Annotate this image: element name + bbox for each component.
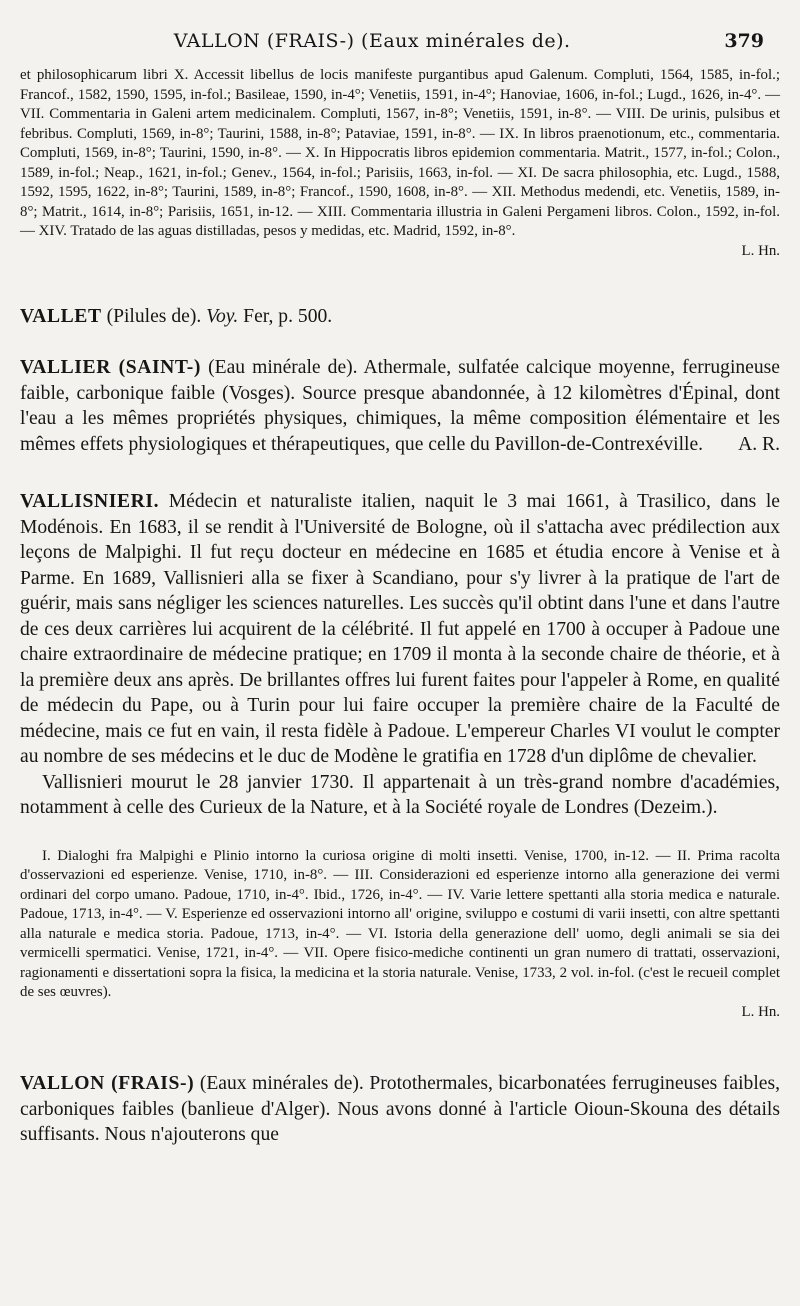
entry-text: (Eau minérale de). Athermale, sulfatée calcique moyenne, ferrugineuse faible, carbonique faible (Vosges). Source presque abandonnée, à 12 kilomètres d'Épinal, dont l'eau a les mêmes propriétés physiques, chimiques, la même composition élémentaire et les mêmes effets physiologiques et thérapeutiques, que celle du Pavillon-de-Contrexéville. (20, 357, 781, 455)
entry-vallon (20, 1071, 780, 1148)
entry-vallet (20, 304, 780, 330)
entry-text: Médecin et naturaliste italien, naquit le 3 mai 1661, à Trasilico, dans le Modénois. En 1683, il se rendit à l'Université de Bologne, où il s'attacha avec prédilection aux leçons de Malpighi. Il fut reçu docteur en médecine en 1685 et étudia encore à Venise et à Parme. En 1689, Vallisnieri alla se fixer à Scandiano, pour s'y livrer à la pratique de l'art de guérir, mais sans négliger les sciences naturelles. Les succès qu'il obtint dans l'une et dans l'autre de ces deux carrières lui acquirent de la célébrité. Il fut appelé en 1700 à occuper à Padoue une chaire extraordinaire de médecine pratique; en 1709 il monta à la seconde chaire de théorie, et à la première deux ans après. De brillantes offres lui furent faites pour l'appeler à Rome, en qualité de médecin du Pape, ou à Turin pour lui faire occuper la première chaire de la Faculté de médecine, mais ce fut en vain, il resta fidèle à Padoue. L'empereur Charles VI voulut le compter au nombre de ses médecins et le duc de Modène le gratifia en 1728 d'un diplôme de chevalier. (20, 491, 780, 768)
entry-paragraph: Vallisnieri mourut le 28 janvier 1730. Il appartenait à un très-grand nombre d'académies, notamment à celle des Curieux de la Nature, et à la Société royale de Londres (Dezeim.). (20, 771, 780, 819)
entry-heading: VALLIER (SAINT-) (20, 357, 202, 379)
page-header (20, 30, 764, 52)
entry-heading: VALLISNIERI. (20, 491, 160, 513)
entry-signature: L. Hn. (741, 1003, 780, 1020)
entry-bibliography: I. Dialoghi fra Malpighi e Plinio intorno la curiosa origine di molti insetti. Venise, 1700, in-12. — II. Prima racolta d'osservazioni ed esperienze. Venise, 1710, in-8°. — III. Considerazioni ed esperienze intorno alla generazione dei vermi ordinari del corpo umano. Padoue, 1710, in-4°. Ibid., 1726, in-4°. — IV. Varie lettere spettanti alla storia medica e naturale. Padoue, 1713, in-4°. — V. Esperienze ed osservazioni intorno all' origine, sviluppo e costumi di varii insetti, con altre spettanti alla naturale e medica storia. Padoue, 1713, in-4°. — VI. Istoria della generazione dell' uomo, degli animali se sia dei vermicelli spermatici. Venise, 1721, in-4°. — VII. Opere fisico-mediche continenti un gran numero di trattati, osservazioni, ragionamenti e dissertationi sopra la fisica, la medicina et la storia naturale. Venise, 1733, 2 vol. in-fol. (c'est le recueil complet de ses œuvres). (20, 847, 780, 1001)
page-number: 379 (724, 30, 764, 52)
entry-heading: VALLON (FRAIS-) (20, 1073, 195, 1095)
previous-entry-bibliography: et philosophicarum libri X. Accessit libellus de locis manifeste purgantibus apud Galenum. Compluti, 1564, 1585, in-fol.; Francof., 1582, 1590, 1595, in-fol.; Basileae, 1590, in-4°; Venetiis, 1591, in-4°; Hanoviae, 1606, in-fol.; Lugd., 1626, in-4°. — VII. Commentaria in Galeni artem medicinalem. Compluti, 1567, in-8°; Venetiis, 1591, in-8°. — VIII. De urinis, pulsibus et febribus. Compluti, 1569, in-8°; Taurini, 1588, in-8°; Pataviae, 1591, in-8°. — IX. In libros praenotionum, etc., commentaria. Compluti, 1569, in-8°; Taurini, 1590, in-8°. — X. In Hippocratis libros epidemion commentaria. Matrit., 1577, in-fol.; Colon., 1589, in-fol.; Neap., 1621, in-fol.; Genev., 1564, in-fol.; Parisiis, 1663, in-fol. — XI. De sacra philosophia, etc. Lugd., 1588, 1592, 1595, 1622, in-8°; Taurini, 1589, in-8°; Francof., 1590, 1608, in-8°. — XII. Methodus medendi, etc. Venetiis, 1589, in-8°; Matrit., 1614, in-8°; Parisiis, 1651, in-12. — XIII. Commentaria illustria in Galeni Pergameni libros. Colon., 1592, in-fol. — XIV. Tratado de las aguas distilladas, pesos y medidas, etc. Madrid, 1592, in-8°. (20, 67, 780, 239)
previous-entry-signature: L. Hn. (741, 242, 780, 259)
entry-vallier (20, 355, 780, 457)
entry-vallisnieri (20, 489, 780, 770)
entry-signature: A. R. (738, 433, 780, 455)
entry-text: (Eaux minérales de). Protothermales, bicarbonatées ferrugineuses faibles, carboniques faibles (banlieue d'Alger). Nous avons donné à l'article Oioun-Skouna des détails suffisants. Nous n'ajouterons que (20, 1073, 780, 1146)
cross-ref-target: Fer, p. 500. (243, 305, 333, 327)
cross-ref-label: Voy. (206, 305, 239, 327)
entry-heading: VALLET (20, 305, 102, 327)
running-title: VALLON (FRAIS-) (Eaux minérales de). (173, 30, 571, 52)
entry-subheading: (Pilules de). (106, 305, 202, 327)
page-body (20, 66, 780, 1148)
